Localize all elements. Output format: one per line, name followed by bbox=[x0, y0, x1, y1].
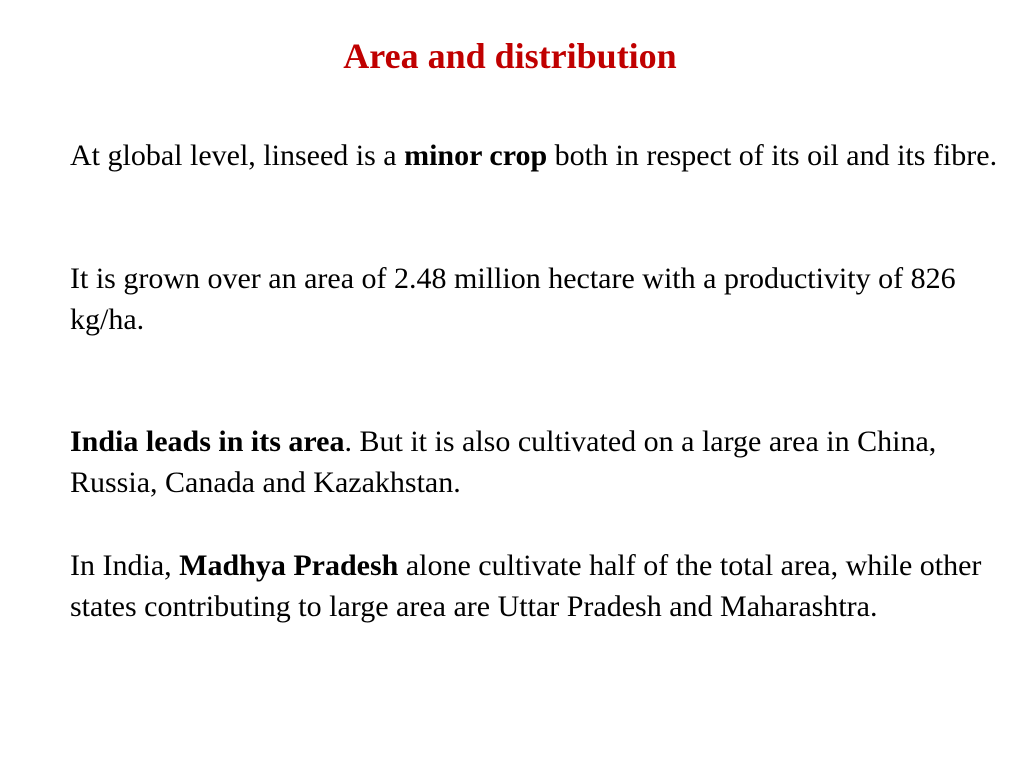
paragraph-text: . But it is also cultivated on a large area in China, Russia, Canada and Kazakhstan. bbox=[70, 425, 937, 499]
bold-emphasis: Madhya Pradesh bbox=[179, 549, 399, 582]
paragraph-text: It is grown over an area of 2.48 million hectare with a productivity of 826 kg/ha. bbox=[70, 262, 956, 336]
slide-title: Area and distribution bbox=[343, 36, 677, 76]
paragraph-global-level bbox=[70, 135, 1015, 176]
bold-emphasis: India leads in its area bbox=[70, 425, 345, 458]
paragraph-india-states bbox=[70, 545, 1015, 627]
paragraph-india-leads bbox=[70, 421, 1015, 503]
paragraph-text: both in respect of its oil and its fibre. bbox=[547, 139, 998, 172]
paragraph-text: alone cultivate half of the total area, while other states contributing to large area are Uttar Pradesh and Maharashtra. bbox=[70, 549, 982, 623]
bold-emphasis: minor crop bbox=[404, 139, 548, 172]
paragraph-text: In India, bbox=[70, 549, 180, 582]
paragraph-text: At global level, linseed is a bbox=[70, 139, 405, 172]
paragraph-area-productivity bbox=[70, 258, 1015, 340]
